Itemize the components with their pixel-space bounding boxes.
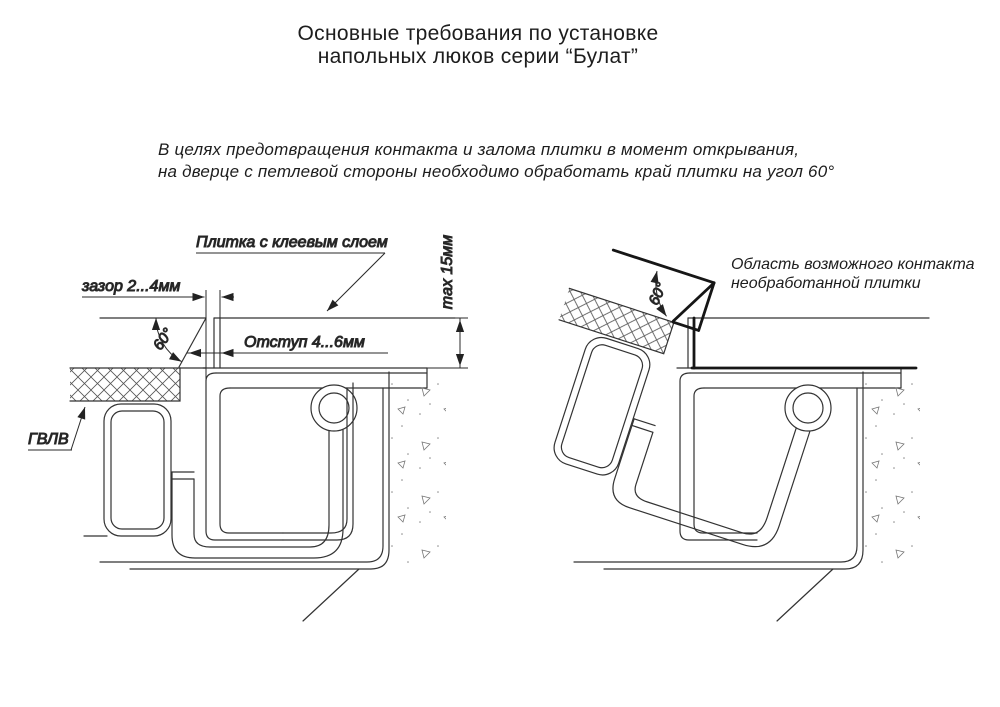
label-tile-adhesive: Плитка с клеевым слоем bbox=[196, 234, 388, 251]
dimension-offset bbox=[187, 334, 388, 353]
label-contact-area bbox=[731, 256, 975, 292]
instruction-note-line1: В целях предотвращения контакта и залома плитки в момент открывания, bbox=[158, 140, 800, 159]
label-contact-line1: Область возможного контакта bbox=[731, 256, 975, 273]
label-offset: Отступ 4...6мм bbox=[244, 334, 365, 351]
dimension-angle-open bbox=[645, 271, 670, 316]
instruction-note-line2: на дверце с петлевой стороны необходимо обработать край плитки на угол 60° bbox=[158, 162, 835, 181]
page-title-line1: Основные требования по установке bbox=[297, 22, 659, 45]
label-max-height: max 15мм bbox=[439, 234, 456, 310]
label-gvl: ГВЛВ bbox=[28, 431, 69, 448]
floor-edge-emphasis bbox=[692, 318, 916, 368]
dimension-max-height bbox=[427, 235, 468, 368]
label-gap: зазор 2...4мм bbox=[82, 278, 181, 295]
label-angle-closed: 60° bbox=[149, 325, 177, 354]
open-hatch-diagram bbox=[511, 241, 975, 621]
page-title-line2: напольных люков серии “Булат” bbox=[317, 45, 639, 68]
closed-hatch-diagram bbox=[28, 234, 468, 621]
label-contact-line2: необработанной плитки bbox=[731, 275, 921, 292]
leader-gvl bbox=[28, 407, 85, 450]
label-angle-open: 60° bbox=[645, 280, 671, 308]
leader-tile-adhesive bbox=[196, 234, 388, 311]
dimension-angle-closed bbox=[150, 318, 182, 362]
